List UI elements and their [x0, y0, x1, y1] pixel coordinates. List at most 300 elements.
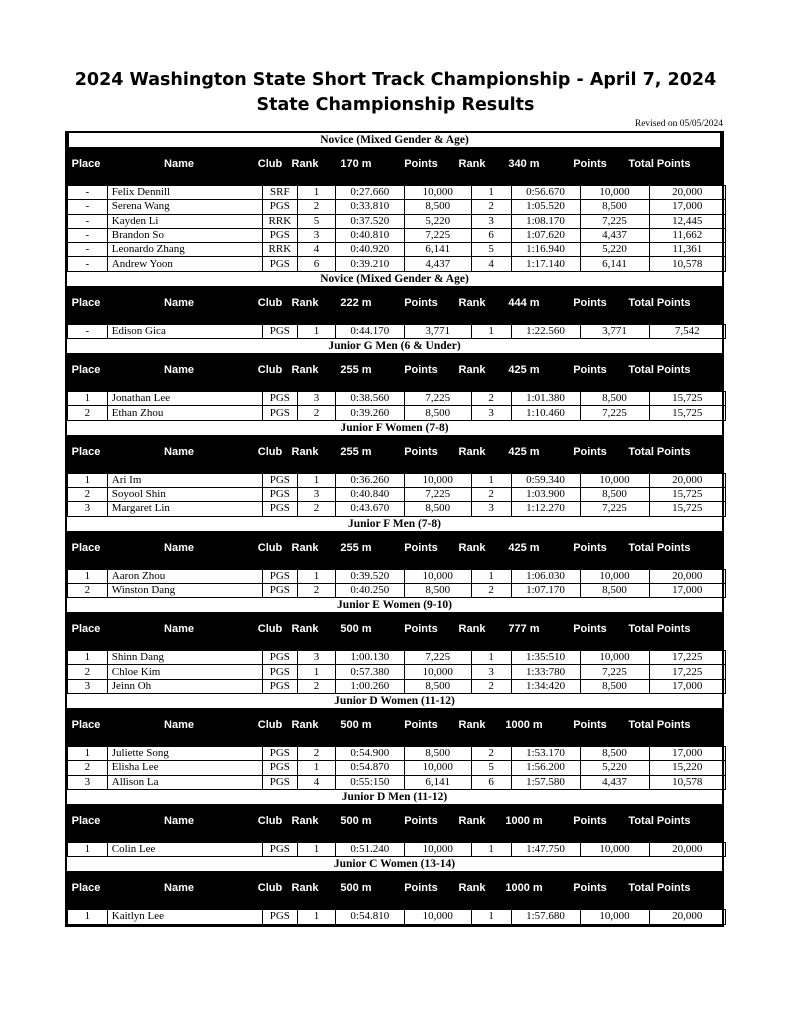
page-subtitle: State Championship Results: [256, 95, 535, 115]
rank-cell: 3: [298, 228, 336, 242]
rank2-cell: 6: [471, 775, 511, 789]
total-points-header: Total Points: [628, 541, 691, 554]
rank-header: Rank: [291, 541, 319, 554]
results-table: [67, 324, 726, 339]
club-cell: PGS: [262, 257, 298, 271]
name-cell: Ari Im: [107, 473, 262, 487]
club-cell: PGS: [262, 228, 298, 242]
total-points-header: Total Points: [628, 364, 691, 377]
name-cell: Juliette Song: [107, 747, 262, 761]
club-cell: PGS: [262, 406, 298, 420]
rank2-cell: 3: [471, 665, 511, 679]
club-cell: PGS: [262, 665, 298, 679]
results-table: [67, 185, 726, 272]
name-cell: Serena Wang: [107, 200, 262, 214]
name-cell: Soyool Shin: [107, 487, 262, 501]
distance1-header: 255 m: [340, 541, 372, 554]
total-points-header: Total Points: [628, 882, 691, 895]
rank2-cell: 2: [471, 392, 511, 406]
rank-cell: 1: [298, 910, 336, 924]
name-header: Name: [164, 541, 194, 554]
name-header: Name: [164, 719, 194, 732]
time2-cell: 1:57.580: [511, 775, 580, 789]
place-cell: 2: [68, 487, 108, 501]
rank-cell: 3: [298, 651, 336, 665]
time2-cell: 1:34:420: [511, 679, 580, 693]
column-header-row: [67, 804, 722, 838]
time1-cell: 0:40.250: [335, 583, 404, 597]
results-tables: [65, 131, 724, 927]
total-points-cell: 15,725: [649, 392, 725, 406]
rank-header: Rank: [291, 882, 319, 895]
time2-cell: 1:56.200: [511, 761, 580, 775]
rank2-cell: 1: [471, 910, 511, 924]
time2-cell: 1:47.750: [511, 842, 580, 856]
results-table: [67, 746, 726, 790]
club-cell: PGS: [262, 473, 298, 487]
rank2-header: Rank: [458, 623, 486, 636]
rank2-cell: 2: [471, 200, 511, 214]
club-cell: PGS: [262, 324, 298, 338]
results-table: [67, 391, 726, 421]
points2-header: Points: [573, 882, 607, 895]
points2-cell: 7,225: [580, 214, 649, 228]
time2-cell: 1:03.900: [511, 487, 580, 501]
name-cell: Colin Lee: [107, 842, 262, 856]
points2-cell: 8,500: [580, 200, 649, 214]
points1-cell: 6,141: [404, 243, 471, 257]
points1-cell: 7,225: [404, 487, 471, 501]
time1-cell: 0:57.380: [335, 665, 404, 679]
total-points-header: Total Points: [628, 296, 691, 309]
rank-cell: 2: [298, 583, 336, 597]
club-cell: PGS: [262, 910, 298, 924]
rank2-cell: 4: [471, 257, 511, 271]
time2-cell: 1:01.380: [511, 392, 580, 406]
points2-header: Points: [573, 364, 607, 377]
club-header: Club: [257, 296, 283, 309]
points-header: Points: [404, 814, 438, 827]
name-cell: Allison La: [107, 775, 262, 789]
club-cell: RRK: [262, 243, 298, 257]
club-cell: RRK: [262, 214, 298, 228]
table-row: [68, 186, 726, 200]
points2-cell: 10,000: [580, 473, 649, 487]
rank2-header: Rank: [458, 296, 486, 309]
club-cell: PGS: [262, 569, 298, 583]
distance2-header: 425 m: [508, 364, 540, 377]
time2-cell: 1:07.170: [511, 583, 580, 597]
name-cell: Aaron Zhou: [107, 569, 262, 583]
table-row: [68, 775, 726, 789]
time2-cell: 0:59.340: [511, 473, 580, 487]
points1-cell: 10,000: [404, 761, 471, 775]
place-cell: 3: [68, 775, 108, 789]
place-cell: 2: [68, 665, 108, 679]
club-header: Club: [257, 158, 283, 170]
name-header: Name: [164, 364, 194, 377]
name-cell: Elisha Lee: [107, 761, 262, 775]
section-title: Junior D Men (11-12): [67, 790, 722, 804]
time1-cell: 0:54.870: [335, 761, 404, 775]
section-title: Novice (Mixed Gender & Age): [67, 272, 722, 286]
time2-cell: 1:08.170: [511, 214, 580, 228]
total-points-cell: 20,000: [649, 842, 725, 856]
total-points-cell: 20,000: [649, 569, 725, 583]
total-points-cell: 17,225: [649, 665, 725, 679]
place-cell: 1: [68, 473, 108, 487]
column-header-row: [67, 353, 722, 387]
rank-cell: 3: [298, 487, 336, 501]
section-title: Junior D Women (11-12): [67, 694, 722, 708]
name-cell: Kaitlyn Lee: [107, 910, 262, 924]
rank2-cell: 1: [471, 324, 511, 338]
rank2-cell: 3: [471, 406, 511, 420]
time1-cell: 1:00.260: [335, 679, 404, 693]
distance1-header: 255 m: [340, 364, 372, 377]
results-section: [65, 131, 724, 272]
rank2-cell: 5: [471, 243, 511, 257]
points-header: Points: [404, 719, 438, 732]
points2-cell: 5,220: [580, 243, 649, 257]
points1-cell: 6,141: [404, 775, 471, 789]
rank2-cell: 1: [471, 651, 511, 665]
rank-cell: 1: [298, 473, 336, 487]
total-points-cell: 20,000: [649, 473, 725, 487]
table-row: [68, 679, 726, 693]
time2-cell: 1:57.680: [511, 910, 580, 924]
points1-cell: 3,771: [404, 324, 471, 338]
place-header: Place: [71, 882, 101, 895]
place-cell: -: [68, 200, 108, 214]
name-cell: Margaret Lin: [107, 502, 262, 516]
distance1-header: 222 m: [340, 296, 372, 309]
place-cell: -: [68, 257, 108, 271]
points-header: Points: [404, 364, 438, 377]
club-cell: PGS: [262, 392, 298, 406]
rank2-cell: 2: [471, 679, 511, 693]
time1-cell: 0:54.900: [335, 747, 404, 761]
time1-cell: 0:36.260: [335, 473, 404, 487]
rank2-cell: 6: [471, 228, 511, 242]
club-header: Club: [257, 364, 283, 377]
total-points-cell: 11,361: [649, 243, 725, 257]
name-cell: Andrew Yoon: [107, 257, 262, 271]
total-points-header: Total Points: [628, 623, 691, 636]
time2-cell: 1:22.560: [511, 324, 580, 338]
points2-cell: 7,225: [580, 502, 649, 516]
distance2-header: 1000 m: [505, 814, 543, 827]
points1-cell: 5,220: [404, 214, 471, 228]
points2-cell: 8,500: [580, 747, 649, 761]
results-table: [67, 909, 726, 924]
page-title: 2024 Washington State Short Track Championship - April 7, 2024: [74, 70, 717, 90]
time1-cell: 0:40.810: [335, 228, 404, 242]
points1-cell: 8,500: [404, 747, 471, 761]
table-row: [68, 842, 726, 856]
club-cell: PGS: [262, 842, 298, 856]
rank2-cell: 1: [471, 186, 511, 200]
column-header-row: [67, 531, 722, 565]
place-cell: 2: [68, 761, 108, 775]
distance2-header: 777 m: [508, 623, 540, 636]
rank-cell: 1: [298, 761, 336, 775]
place-header: Place: [71, 719, 101, 732]
section-title: Junior G Men (6 & Under): [67, 339, 722, 353]
results-section: [65, 790, 724, 857]
place-cell: 1: [68, 747, 108, 761]
points2-cell: 10,000: [580, 569, 649, 583]
table-row: [68, 243, 726, 257]
time2-cell: 1:12.270: [511, 502, 580, 516]
points2-cell: 7,225: [580, 406, 649, 420]
distance1-header: 170 m: [340, 158, 372, 170]
rank2-header: Rank: [458, 445, 486, 458]
points2-cell: 8,500: [580, 392, 649, 406]
rank-cell: 2: [298, 406, 336, 420]
name-header: Name: [164, 158, 194, 170]
column-header-row: [67, 286, 722, 320]
points-header: Points: [404, 158, 438, 170]
points2-cell: 8,500: [580, 583, 649, 597]
points1-cell: 8,500: [404, 406, 471, 420]
name-header: Name: [164, 882, 194, 895]
total-points-cell: 15,220: [649, 761, 725, 775]
time2-cell: 1:16.940: [511, 243, 580, 257]
rank-cell: 1: [298, 665, 336, 679]
rank-header: Rank: [291, 719, 319, 732]
time2-cell: 1:07.620: [511, 228, 580, 242]
table-row: [68, 583, 726, 597]
rank-cell: 1: [298, 842, 336, 856]
name-cell: Jonathan Lee: [107, 392, 262, 406]
club-cell: PGS: [262, 200, 298, 214]
points2-cell: 3,771: [580, 324, 649, 338]
rank-cell: 1: [298, 186, 336, 200]
points2-cell: 5,220: [580, 761, 649, 775]
section-title: Junior E Women (9-10): [67, 598, 722, 612]
table-row: [68, 257, 726, 271]
points1-cell: 7,225: [404, 228, 471, 242]
time1-cell: 0:40.920: [335, 243, 404, 257]
points2-cell: 7,225: [580, 665, 649, 679]
time2-cell: 0:56.670: [511, 186, 580, 200]
rank-cell: 2: [298, 747, 336, 761]
total-points-cell: 20,000: [649, 910, 725, 924]
rank-cell: 4: [298, 775, 336, 789]
table-row: [68, 392, 726, 406]
distance1-header: 500 m: [340, 623, 372, 636]
club-header: Club: [257, 882, 283, 895]
distance2-header: 1000 m: [505, 882, 543, 895]
points1-cell: 10,000: [404, 473, 471, 487]
rank-cell: 6: [298, 257, 336, 271]
total-points-cell: 12,445: [649, 214, 725, 228]
section-title: Junior C Women (13-14): [67, 857, 722, 871]
club-cell: PGS: [262, 502, 298, 516]
club-cell: PGS: [262, 583, 298, 597]
total-points-cell: 7,542: [649, 324, 725, 338]
points1-cell: 8,500: [404, 583, 471, 597]
place-cell: -: [68, 324, 108, 338]
rank-cell: 1: [298, 569, 336, 583]
time1-cell: 0:40.840: [335, 487, 404, 501]
column-header-row: [67, 435, 722, 469]
name-cell: Kayden Li: [107, 214, 262, 228]
time1-cell: 1:00.130: [335, 651, 404, 665]
total-points-cell: 15,725: [649, 502, 725, 516]
club-cell: PGS: [262, 487, 298, 501]
club-header: Club: [257, 445, 283, 458]
name-cell: Jeinn Oh: [107, 679, 262, 693]
name-header: Name: [164, 445, 194, 458]
time2-cell: 1:35:510: [511, 651, 580, 665]
points1-cell: 10,000: [404, 910, 471, 924]
points1-cell: 8,500: [404, 200, 471, 214]
section-title: Junior F Women (7-8): [67, 421, 722, 435]
results-table: [67, 569, 726, 599]
points1-cell: 10,000: [404, 665, 471, 679]
distance1-header: 500 m: [340, 814, 372, 827]
place-header: Place: [71, 814, 101, 827]
points2-cell: 10,000: [580, 842, 649, 856]
results-section: [65, 598, 724, 694]
rank2-cell: 1: [471, 473, 511, 487]
club-cell: SRF: [262, 186, 298, 200]
name-cell: Leonardo Zhang: [107, 243, 262, 257]
points2-cell: 10,000: [580, 910, 649, 924]
rank-header: Rank: [291, 814, 319, 827]
points2-header: Points: [573, 814, 607, 827]
name-cell: Brandon So: [107, 228, 262, 242]
club-cell: PGS: [262, 679, 298, 693]
results-section: [65, 517, 724, 599]
results-section: [65, 694, 724, 790]
table-row: [68, 200, 726, 214]
place-cell: -: [68, 214, 108, 228]
points-header: Points: [404, 445, 438, 458]
points2-cell: 4,437: [580, 228, 649, 242]
points1-cell: 7,225: [404, 392, 471, 406]
total-points-cell: 15,725: [649, 406, 725, 420]
points2-cell: 8,500: [580, 487, 649, 501]
place-header: Place: [71, 296, 101, 309]
rank2-cell: 2: [471, 487, 511, 501]
name-cell: Felix Dennill: [107, 186, 262, 200]
total-points-header: Total Points: [628, 814, 691, 827]
rank2-cell: 1: [471, 569, 511, 583]
rank2-cell: 1: [471, 842, 511, 856]
results-section: [65, 857, 724, 926]
results-table: [67, 842, 726, 857]
points1-cell: 8,500: [404, 679, 471, 693]
total-points-header: Total Points: [628, 158, 691, 170]
rank2-cell: 2: [471, 583, 511, 597]
name-header: Name: [164, 623, 194, 636]
table-row: [68, 569, 726, 583]
rank-cell: 4: [298, 243, 336, 257]
table-row: [68, 502, 726, 516]
name-cell: Shinn Dang: [107, 651, 262, 665]
time1-cell: 0:43.670: [335, 502, 404, 516]
total-points-cell: 17,000: [649, 583, 725, 597]
place-cell: -: [68, 186, 108, 200]
points1-cell: 10,000: [404, 569, 471, 583]
total-points-header: Total Points: [628, 719, 691, 732]
club-cell: PGS: [262, 761, 298, 775]
time1-cell: 0:33.810: [335, 200, 404, 214]
points1-cell: 4,437: [404, 257, 471, 271]
table-row: [68, 214, 726, 228]
time1-cell: 0:55:150: [335, 775, 404, 789]
column-header-row: [67, 612, 722, 646]
distance2-header: 425 m: [508, 541, 540, 554]
total-points-cell: 10,578: [649, 775, 725, 789]
points2-cell: 4,437: [580, 775, 649, 789]
total-points-cell: 17,000: [649, 679, 725, 693]
place-cell: 1: [68, 651, 108, 665]
rank-header: Rank: [291, 445, 319, 458]
time2-cell: 1:53.170: [511, 747, 580, 761]
place-cell: 1: [68, 392, 108, 406]
name-cell: Chloe Kim: [107, 665, 262, 679]
time2-cell: 1:17.140: [511, 257, 580, 271]
rank-header: Rank: [291, 364, 319, 377]
rank2-cell: 3: [471, 214, 511, 228]
table-row: [68, 761, 726, 775]
rank-header: Rank: [291, 296, 319, 309]
table-row: [68, 910, 726, 924]
place-cell: 3: [68, 679, 108, 693]
total-points-cell: 11,662: [649, 228, 725, 242]
name-header: Name: [164, 296, 194, 309]
club-header: Club: [257, 623, 283, 636]
rank-cell: 2: [298, 502, 336, 516]
rank2-header: Rank: [458, 158, 486, 170]
table-row: [68, 747, 726, 761]
rank2-header: Rank: [458, 814, 486, 827]
distance1-header: 500 m: [340, 882, 372, 895]
points-header: Points: [404, 623, 438, 636]
time2-cell: 1:33:780: [511, 665, 580, 679]
distance2-header: 444 m: [508, 296, 540, 309]
column-header-row: [67, 147, 722, 181]
rank-cell: 5: [298, 214, 336, 228]
results-section: [65, 339, 724, 421]
points-header: Points: [404, 541, 438, 554]
total-points-header: Total Points: [628, 445, 691, 458]
rank2-header: Rank: [458, 882, 486, 895]
place-cell: 2: [68, 583, 108, 597]
place-cell: 1: [68, 910, 108, 924]
points2-cell: 6,141: [580, 257, 649, 271]
results-table: [67, 473, 726, 517]
total-points-cell: 10,578: [649, 257, 725, 271]
table-row: [68, 406, 726, 420]
results-table: [67, 650, 726, 694]
time1-cell: 0:37.520: [335, 214, 404, 228]
revised-date: Revised on 05/05/2024: [634, 119, 723, 129]
points2-header: Points: [573, 719, 607, 732]
table-row: [68, 324, 726, 338]
rank2-header: Rank: [458, 541, 486, 554]
points1-cell: 8,500: [404, 502, 471, 516]
place-cell: -: [68, 228, 108, 242]
time2-cell: 1:05.520: [511, 200, 580, 214]
place-header: Place: [71, 541, 101, 554]
section-title: Junior F Men (7-8): [67, 517, 722, 531]
total-points-cell: 20,000: [649, 186, 725, 200]
